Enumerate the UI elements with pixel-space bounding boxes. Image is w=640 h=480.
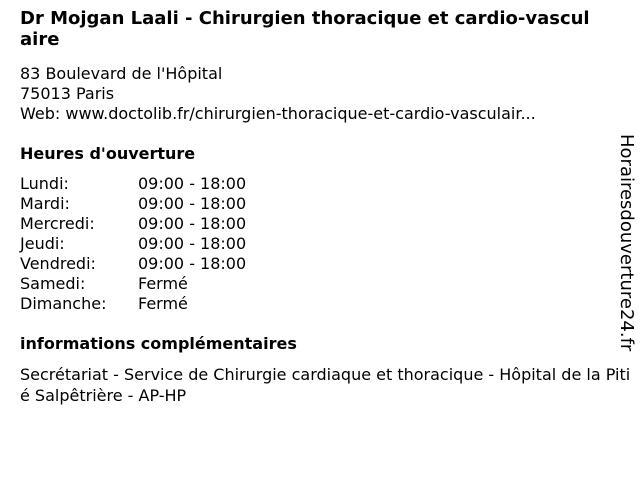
- additional-info-heading: informations complémentaires: [20, 334, 297, 353]
- hours-row-monday: [20, 174, 246, 194]
- additional-info-text: Secrétariat - Service de Chirurgie cardiaque et thoracique - Hôpital de la Pitié Salpêtrière - AP-HP: [20, 365, 631, 405]
- site-watermark: [611, 134, 640, 352]
- day-hours: 09:00 - 18:00: [138, 174, 247, 193]
- hours-row-friday: [20, 254, 246, 274]
- day-label: Mardi:: [20, 194, 70, 213]
- address-block: [20, 64, 536, 124]
- city-postcode: 75013 Paris: [20, 84, 115, 103]
- day-hours: Fermé: [138, 274, 188, 293]
- day-hours: 09:00 - 18:00: [138, 194, 247, 213]
- day-hours: 09:00 - 18:00: [138, 254, 247, 273]
- day-label: Mercredi:: [20, 214, 95, 233]
- page-title: Dr Mojgan Laali - Chirurgien thoracique et cardio-vasculaire: [20, 8, 590, 50]
- hours-row-thursday: [20, 234, 246, 254]
- day-label: Lundi:: [20, 174, 69, 193]
- hours-row-wednesday: [20, 214, 246, 234]
- opening-hours-heading: Heures d'ouverture: [20, 144, 196, 163]
- day-hours: 09:00 - 18:00: [138, 234, 247, 253]
- hours-row-sunday: [20, 294, 246, 314]
- opening-hours-table: [20, 174, 246, 314]
- day-hours: Fermé: [138, 294, 188, 313]
- hours-row-saturday: [20, 274, 246, 294]
- watermark-text: Horairesdouverture24.fr: [616, 134, 637, 352]
- day-label: Vendredi:: [20, 254, 96, 273]
- day-hours: 09:00 - 18:00: [138, 214, 247, 233]
- hours-row-tuesday: [20, 194, 246, 214]
- day-label: Dimanche:: [20, 294, 107, 313]
- website-link[interactable]: Web: www.doctolib.fr/chirurgien-thoracique-et-cardio-vasculair...: [20, 104, 536, 123]
- street-address: 83 Boulevard de l'Hôpital: [20, 64, 223, 83]
- day-label: Samedi:: [20, 274, 86, 293]
- day-label: Jeudi:: [20, 234, 65, 253]
